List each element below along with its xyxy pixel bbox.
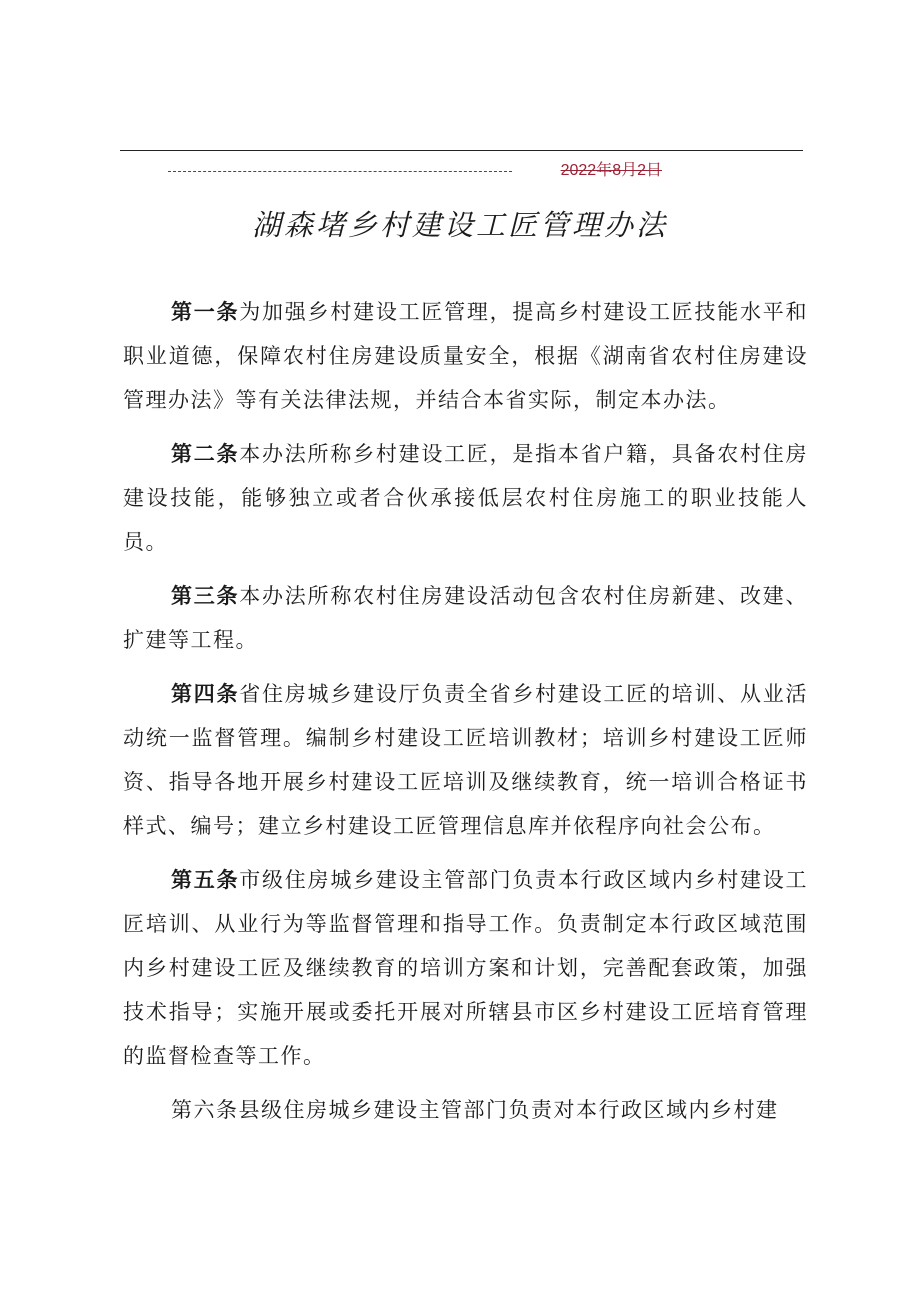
header-rule	[120, 150, 803, 151]
article-label: 第四条	[171, 681, 240, 706]
article-label: 第六条	[171, 1098, 239, 1122]
article-1	[123, 290, 808, 422]
article-3	[123, 574, 808, 662]
article-5	[123, 858, 808, 1078]
document-body	[123, 290, 808, 1142]
article-text: 本办法所称乡村建设工匠，是指本省户籍，具备农村住房建设技能，能够独立或者合伙承接低层农村住房施工的职业技能人员。	[123, 442, 809, 554]
date-line	[168, 160, 662, 182]
article-label: 第三条	[171, 583, 240, 608]
article-text: 为加强乡村建设工匠管理，提高乡村建设工匠技能水平和职业道德，保障农村住房建设质量安全，根据《湖南省农村住房建设管理办法》等有关法律法规，并结合本省实际，制定本办法。	[123, 300, 809, 412]
article-text: 本办法所称农村住房建设活动包含农村住房新建、改建、扩建等工程。	[123, 584, 809, 652]
document-title: 湖森堵乡村建设工匠管理办法	[251, 208, 668, 242]
date-dash-leader	[168, 171, 512, 172]
article-text: 省住房城乡建设厅负责全省乡村建设工匠的培训、从业活动统一监督管理。编制乡村建设工匠培训教材；培训乡村建设工匠师资、指导各地开展乡村建设工匠培训及继续教育，统一培训合格证书样式、编号；建立乡村建设工匠管理信息库并依程序向社会公布。	[123, 682, 809, 838]
article-text: 县级住房城乡建设主管部门负责对本行政区域内乡村建	[238, 1098, 779, 1122]
article-2	[123, 432, 808, 564]
article-text: 市级住房城乡建设主管部门负责本行政区域内乡村建设工匠培训、从业行为等监督管理和指导工作。负责制定本行政区域范围内乡村建设工匠及继续教育的培训方案和计划，完善配套政策，加强技术指导；实施开展或委托开展对所辖县市区乡村建设工匠培育管理的监督检查等工作。	[123, 868, 809, 1068]
article-label: 第五条	[171, 867, 240, 892]
article-4	[123, 672, 808, 848]
article-6	[123, 1088, 808, 1132]
article-label: 第二条	[171, 441, 240, 466]
article-label: 第一条	[171, 299, 240, 324]
document-date: 2022年8月2日	[560, 162, 662, 179]
